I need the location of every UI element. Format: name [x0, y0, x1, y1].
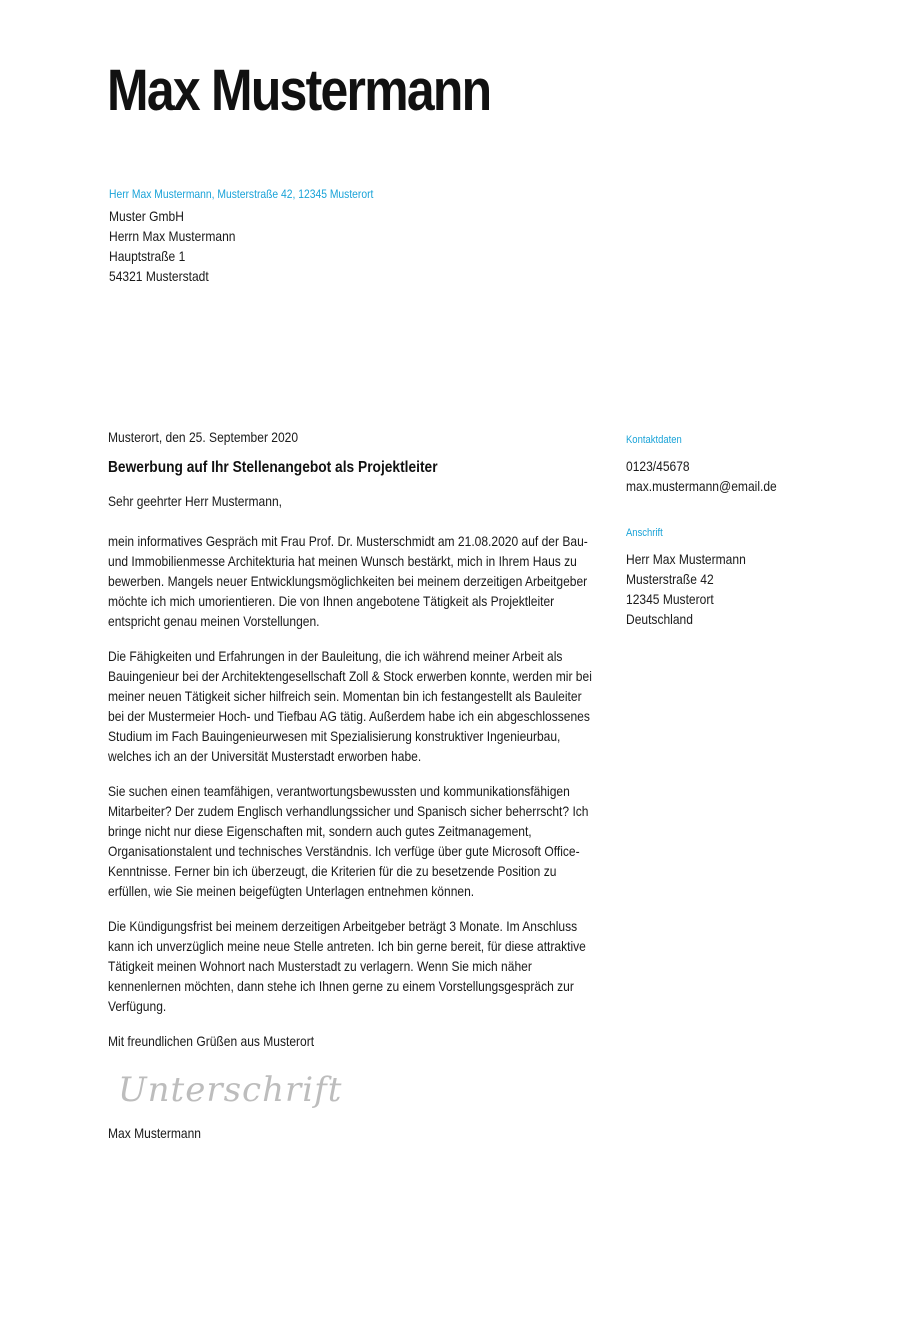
contact-details: [626, 456, 777, 496]
body-paragraph: mein informatives Gespräch mit Frau Prof. Dr. Musterschmidt am 21.08.2020 auf der Bau- und Immobilienmesse Architekturia hat meinen Wunsch bestärkt, mich in Ihrem Haus zu bewerben. Mangels neuer Entwicklungsmöglichkeiten bei meinem derzeitigen Arbeitgeber möchte ich mich umorientieren. Die von Ihnen angebotene Tätigkeit als Projektleiter entspricht genau meinen Vorstellungen.: [108, 533, 588, 629]
contact-heading: Kontaktdaten: [626, 434, 682, 446]
recipient-city: 54321 Musterstadt: [109, 268, 209, 284]
contact-phone: 0123/45678: [626, 458, 690, 474]
address-heading: Anschrift: [626, 527, 663, 539]
body-paragraph: Die Fähigkeiten und Erfahrungen in der Bauleitung, die ich während meiner Arbeit als Bauingenieur bei der Architektengesellschaft Zoll & Stock erwerben konnte, werden mir bei meiner neuen Tätigkeit sicher hilfreich sein. Momentan bin ich festangestellt als Bauleiter bei der Mustermeier Hoch- und Tiefbau AG tätig. Außerdem habe ich ein abgeschlossenes Studium im Fach Bauingenieurwesen mit Spezialisierung konstruktiver Ingenieurbau, welches ich an der Universität Musterstadt erworben habe.: [108, 648, 592, 764]
letter-body: [108, 531, 598, 1031]
address-street: Musterstraße 42: [626, 571, 714, 587]
letter-subject: Bewerbung auf Ihr Stellenangebot als Projektleiter: [108, 459, 438, 476]
applicant-name: Max Mustermann: [107, 58, 491, 123]
address-name: Herr Max Mustermann: [626, 551, 746, 567]
body-paragraph: Die Kündigungsfrist bei meinem derzeitigen Arbeitgeber beträgt 3 Monate. Im Anschluss kann ich unverzüglich meine neue Stelle antreten. Ich bin gerne bereit, für diese attraktive Tätigkeit meinen Wohnort nach Musterstadt zu verlagern. Wenn Sie mich näher kennenlernen möchten, dann stehe ich Ihnen gerne zu einem Vorstellungsgespräch zur Verfügung.: [108, 918, 586, 1014]
signer-name: Max Mustermann: [108, 1125, 202, 1141]
handwritten-signature: Unterschrift: [118, 1070, 343, 1110]
body-paragraph: Sie suchen einen teamfähigen, verantwortungsbewussten und kommunikationsfähigen Mitarbeiter? Der zudem Englisch verhandlungssicher und Spanisch sicher beherrscht? Ich bringe nicht nur diese Eigenschaften mit, sondern auch gutes Zeitmanagement, Organisationstalent und technisches Verständnis. Ich verfüge über gute Microsoft Office-Kenntnisse. Ferner bin ich überzeugt, die Kriterien für die zu besetzende Position zu erfüllen, wie Sie meinen beigefügten Unterlagen entnehmen können.: [108, 783, 589, 899]
recipient-address: [109, 206, 235, 286]
sender-address: [626, 549, 746, 629]
letter-closing: Mit freundlichen Grüßen aus Musterort: [108, 1033, 315, 1049]
address-country: Deutschland: [626, 611, 693, 627]
recipient-street: Hauptstraße 1: [109, 248, 186, 264]
address-city: 12345 Musterort: [626, 591, 714, 607]
sender-return-address: Herr Max Mustermann, Musterstraße 42, 12345 Musterort: [109, 187, 374, 201]
recipient-person: Herrn Max Mustermann: [109, 228, 236, 244]
letter-salutation: Sehr geehrter Herr Mustermann,: [108, 493, 282, 509]
recipient-company: Muster GmbH: [109, 208, 184, 224]
contact-email: max.mustermann@email.de: [626, 478, 777, 494]
letter-date: Musterort, den 25. September 2020: [108, 429, 299, 445]
